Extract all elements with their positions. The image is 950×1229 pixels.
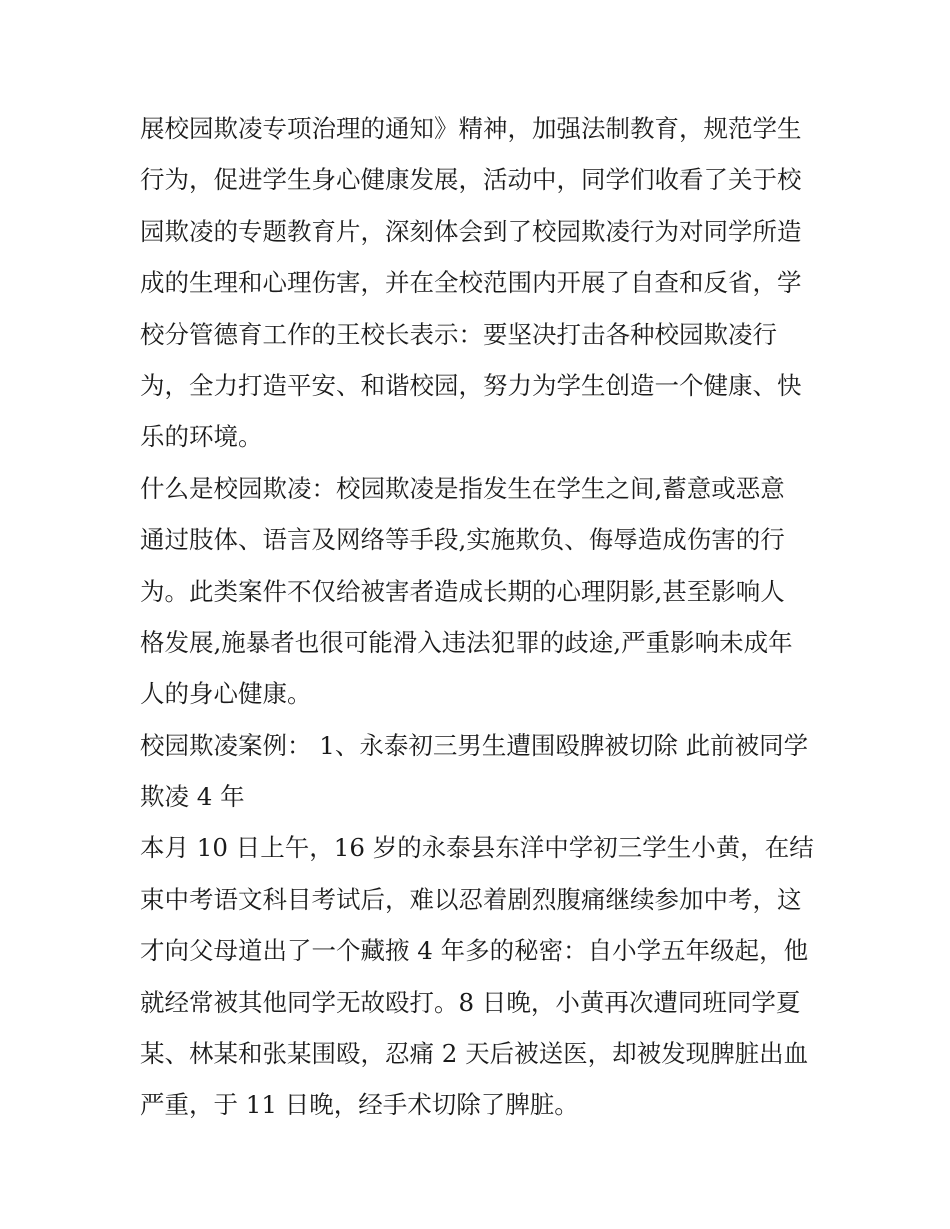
text-line: 什么是校园欺凌：校园欺凌是指发生在学生之间,蓄意或恶意 — [140, 473, 785, 503]
text-line: 本月 10 日上午，16 岁的永泰县东洋中学初三学生小黄，在结 — [140, 833, 814, 863]
text-line: 校分管德育工作的王校长表示：要坚决打击各种校园欺凌行 — [140, 319, 777, 349]
text-line: 行为，促进学生身心健康发展，活动中，同学们收看了关于校 — [140, 165, 802, 195]
text-line: 束中考语文科目考试后，难以忍着剧烈腹痛继续参加中考，这 — [140, 884, 802, 914]
text-line: 格发展,施暴者也很可能滑入违法犯罪的歧途,严重影响未成年 — [140, 627, 793, 657]
text-line: 为，全力打造平安、和谐校园，努力为学生创造一个健康、快 — [140, 370, 802, 400]
text-line: 某、林某和张某围殴，忍痛 2 天后被送医，却被发现脾脏出血 — [140, 1039, 809, 1069]
text-line: 严重，于 11 日晚，经手术切除了脾脏。 — [140, 1090, 579, 1120]
text-line: 通过肢体、语言及网络等手段,实施欺负、侮辱造成伤害的行 — [140, 525, 785, 555]
text-line: 乐的环境。 — [140, 422, 263, 452]
text-line: 校园欺凌案例： 1、永泰初三男生遭围殴脾被切除 此前被同学 — [140, 730, 809, 760]
text-line: 就经常被其他同学无故殴打。8 日晚，小黄再次遭同班同学夏 — [140, 987, 801, 1017]
text-line: 人的身心健康。 — [140, 679, 312, 709]
text-line: 成的生理和心理伤害，并在全校范围内开展了自查和反省，学 — [140, 268, 802, 298]
text-line: 园欺凌的专题教育片，深刻体会到了校园欺凌行为对同学所造 — [140, 216, 802, 246]
text-line: 才向父母道出了一个藏掖 4 年多的秘密：自小学五年级起，他 — [140, 936, 809, 966]
text-line: 展校园欺凌专项治理的通知》精神，加强法制教育，规范学生 — [140, 114, 802, 143]
body-text — [140, 103, 820, 1131]
text-line: 为。此类案件不仅给被害者造成长期的心理阴影,甚至影响人 — [140, 576, 785, 606]
text-line: 欺凌 4 年 — [140, 782, 245, 812]
